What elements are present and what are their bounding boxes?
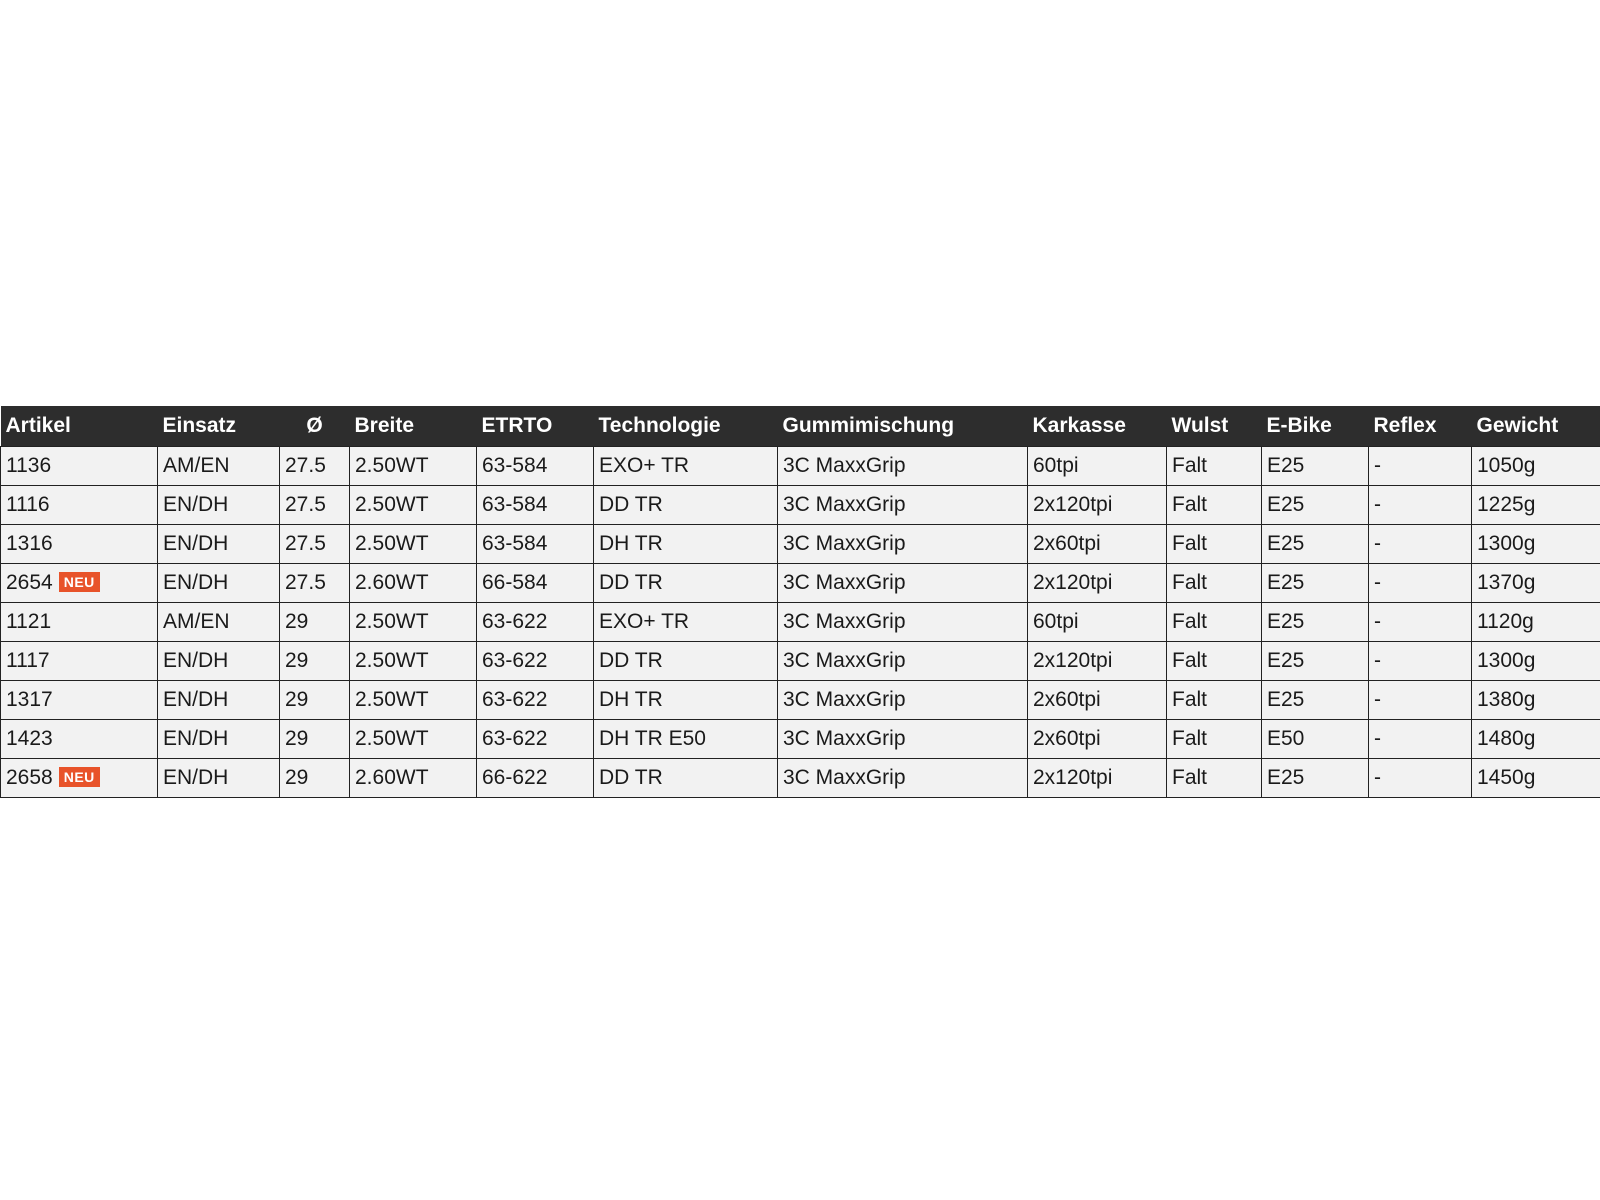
- cell-einsatz: EN/DH: [158, 524, 280, 563]
- header-technologie: Technologie: [598, 413, 721, 437]
- cell-gewicht: 1480g: [1472, 719, 1600, 758]
- cell-gewicht: 1050g: [1472, 446, 1600, 485]
- cell-karkasse: 2x60tpi: [1028, 680, 1167, 719]
- cell-wulst: Falt: [1167, 680, 1262, 719]
- cell-durchmesser: 29: [280, 680, 350, 719]
- cell-gummimischung: 3C MaxxGrip: [778, 446, 1028, 485]
- cell-ebike: E25: [1262, 446, 1369, 485]
- cell-breite: 2.50WT: [350, 680, 477, 719]
- artikel-number: 2658: [6, 765, 53, 789]
- cell-reflex: -: [1369, 485, 1472, 524]
- cell-artikel: [1, 680, 158, 719]
- cell-artikel: [1, 563, 158, 602]
- cell-durchmesser: 27.5: [280, 563, 350, 602]
- cell-technologie: DH TR E50: [594, 719, 778, 758]
- cell-breite: 2.50WT: [350, 641, 477, 680]
- cell-artikel: [1, 758, 158, 797]
- cell-ebike: E25: [1262, 524, 1369, 563]
- cell-breite: 2.60WT: [350, 563, 477, 602]
- cell-etrto: 63-622: [477, 602, 594, 641]
- cell-ebike: E25: [1262, 602, 1369, 641]
- artikel-number: 1316: [6, 531, 53, 555]
- artikel-number: 1423: [6, 726, 53, 750]
- header-row: [1, 406, 1600, 446]
- header-gummimischung: Gummimischung: [782, 413, 955, 437]
- table-row: [1, 680, 1600, 719]
- header-wulst: Wulst: [1171, 413, 1229, 437]
- cell-ebike: E25: [1262, 758, 1369, 797]
- cell-reflex: -: [1369, 680, 1472, 719]
- cell-breite: 2.50WT: [350, 602, 477, 641]
- table-body: [1, 446, 1600, 797]
- cell-reflex: -: [1369, 602, 1472, 641]
- cell-karkasse: 2x60tpi: [1028, 719, 1167, 758]
- cell-einsatz: EN/DH: [158, 758, 280, 797]
- cell-artikel: [1, 602, 158, 641]
- cell-karkasse: 2x120tpi: [1028, 563, 1167, 602]
- cell-einsatz: EN/DH: [158, 485, 280, 524]
- cell-artikel: [1, 485, 158, 524]
- cell-karkasse: 60tpi: [1028, 446, 1167, 485]
- cell-etrto: 63-584: [477, 446, 594, 485]
- cell-artikel: [1, 641, 158, 680]
- header-gewicht: Gewicht: [1476, 413, 1559, 437]
- artikel-number: 1121: [6, 609, 52, 633]
- cell-gummimischung: 3C MaxxGrip: [778, 563, 1028, 602]
- cell-wulst: Falt: [1167, 602, 1262, 641]
- cell-breite: 2.50WT: [350, 485, 477, 524]
- cell-durchmesser: 29: [280, 758, 350, 797]
- artikel-number: 2654: [6, 570, 53, 594]
- cell-einsatz: EN/DH: [158, 563, 280, 602]
- header-karkasse: Karkasse: [1032, 413, 1126, 437]
- cell-gummimischung: 3C MaxxGrip: [778, 758, 1028, 797]
- cell-breite: 2.50WT: [350, 524, 477, 563]
- cell-gewicht: 1380g: [1472, 680, 1600, 719]
- table-row: [1, 641, 1600, 680]
- header-ebike: E-Bike: [1266, 413, 1332, 437]
- cell-gummimischung: 3C MaxxGrip: [778, 641, 1028, 680]
- cell-gewicht: 1300g: [1472, 641, 1600, 680]
- cell-technologie: DD TR: [594, 485, 778, 524]
- table-row: [1, 719, 1600, 758]
- cell-wulst: Falt: [1167, 524, 1262, 563]
- new-badge: NEU: [59, 767, 100, 787]
- new-badge: NEU: [59, 572, 100, 592]
- header-reflex: Reflex: [1373, 413, 1437, 437]
- cell-artikel: [1, 524, 158, 563]
- cell-gummimischung: 3C MaxxGrip: [778, 485, 1028, 524]
- cell-gewicht: 1225g: [1472, 485, 1600, 524]
- table-row: [1, 524, 1600, 563]
- cell-durchmesser: 29: [280, 719, 350, 758]
- cell-wulst: Falt: [1167, 758, 1262, 797]
- artikel-number: 1136: [6, 453, 52, 477]
- cell-reflex: -: [1369, 641, 1472, 680]
- table-row: [1, 446, 1600, 485]
- cell-ebike: E50: [1262, 719, 1369, 758]
- cell-durchmesser: 27.5: [280, 524, 350, 563]
- cell-reflex: -: [1369, 758, 1472, 797]
- cell-karkasse: 2x120tpi: [1028, 485, 1167, 524]
- cell-reflex: -: [1369, 524, 1472, 563]
- cell-gewicht: 1370g: [1472, 563, 1600, 602]
- artikel-number: 1116: [6, 492, 50, 516]
- cell-technologie: DD TR: [594, 758, 778, 797]
- artikel-number: 1317: [6, 687, 53, 711]
- tire-spec-table: [0, 406, 1600, 798]
- cell-technologie: DH TR: [594, 524, 778, 563]
- artikel-number: 1117: [6, 648, 50, 672]
- cell-durchmesser: 29: [280, 641, 350, 680]
- table-row: [1, 602, 1600, 641]
- cell-einsatz: EN/DH: [158, 680, 280, 719]
- cell-einsatz: EN/DH: [158, 641, 280, 680]
- cell-ebike: E25: [1262, 680, 1369, 719]
- cell-reflex: -: [1369, 719, 1472, 758]
- cell-artikel: [1, 719, 158, 758]
- cell-karkasse: 2x120tpi: [1028, 758, 1167, 797]
- cell-etrto: 63-622: [477, 719, 594, 758]
- cell-wulst: Falt: [1167, 485, 1262, 524]
- cell-etrto: 63-584: [477, 524, 594, 563]
- cell-einsatz: AM/EN: [158, 602, 280, 641]
- cell-etrto: 63-622: [477, 641, 594, 680]
- cell-technologie: DH TR: [594, 680, 778, 719]
- cell-etrto: 66-584: [477, 563, 594, 602]
- cell-gummimischung: 3C MaxxGrip: [778, 524, 1028, 563]
- cell-artikel: [1, 446, 158, 485]
- cell-wulst: Falt: [1167, 719, 1262, 758]
- header-einsatz: Einsatz: [162, 413, 237, 437]
- cell-wulst: Falt: [1167, 563, 1262, 602]
- cell-gummimischung: 3C MaxxGrip: [778, 719, 1028, 758]
- cell-reflex: -: [1369, 563, 1472, 602]
- header-breite: Breite: [354, 413, 415, 437]
- cell-karkasse: 60tpi: [1028, 602, 1167, 641]
- cell-ebike: E25: [1262, 641, 1369, 680]
- cell-reflex: -: [1369, 446, 1472, 485]
- table-row: [1, 563, 1600, 602]
- cell-karkasse: 2x60tpi: [1028, 524, 1167, 563]
- cell-durchmesser: 27.5: [280, 485, 350, 524]
- header-etrto: ETRTO: [481, 413, 553, 437]
- cell-breite: 2.50WT: [350, 446, 477, 485]
- cell-breite: 2.60WT: [350, 758, 477, 797]
- cell-technologie: DD TR: [594, 641, 778, 680]
- table-row: [1, 485, 1600, 524]
- cell-technologie: EXO+ TR: [594, 446, 778, 485]
- cell-technologie: EXO+ TR: [594, 602, 778, 641]
- cell-gewicht: 1120g: [1472, 602, 1600, 641]
- cell-wulst: Falt: [1167, 446, 1262, 485]
- cell-ebike: E25: [1262, 485, 1369, 524]
- cell-etrto: 63-622: [477, 680, 594, 719]
- cell-gummimischung: 3C MaxxGrip: [778, 602, 1028, 641]
- cell-einsatz: AM/EN: [158, 446, 280, 485]
- tire-spec-table-container: [0, 406, 1600, 798]
- cell-gewicht: 1450g: [1472, 758, 1600, 797]
- cell-technologie: DD TR: [594, 563, 778, 602]
- cell-etrto: 66-622: [477, 758, 594, 797]
- cell-etrto: 63-584: [477, 485, 594, 524]
- cell-breite: 2.50WT: [350, 719, 477, 758]
- header-durchmesser: Ø: [306, 413, 323, 437]
- table-row: [1, 758, 1600, 797]
- cell-ebike: E25: [1262, 563, 1369, 602]
- cell-gewicht: 1300g: [1472, 524, 1600, 563]
- cell-einsatz: EN/DH: [158, 719, 280, 758]
- cell-wulst: Falt: [1167, 641, 1262, 680]
- cell-durchmesser: 29: [280, 602, 350, 641]
- cell-gummimischung: 3C MaxxGrip: [778, 680, 1028, 719]
- table-header: [1, 406, 1600, 446]
- cell-durchmesser: 27.5: [280, 446, 350, 485]
- cell-karkasse: 2x120tpi: [1028, 641, 1167, 680]
- header-artikel: Artikel: [5, 413, 71, 437]
